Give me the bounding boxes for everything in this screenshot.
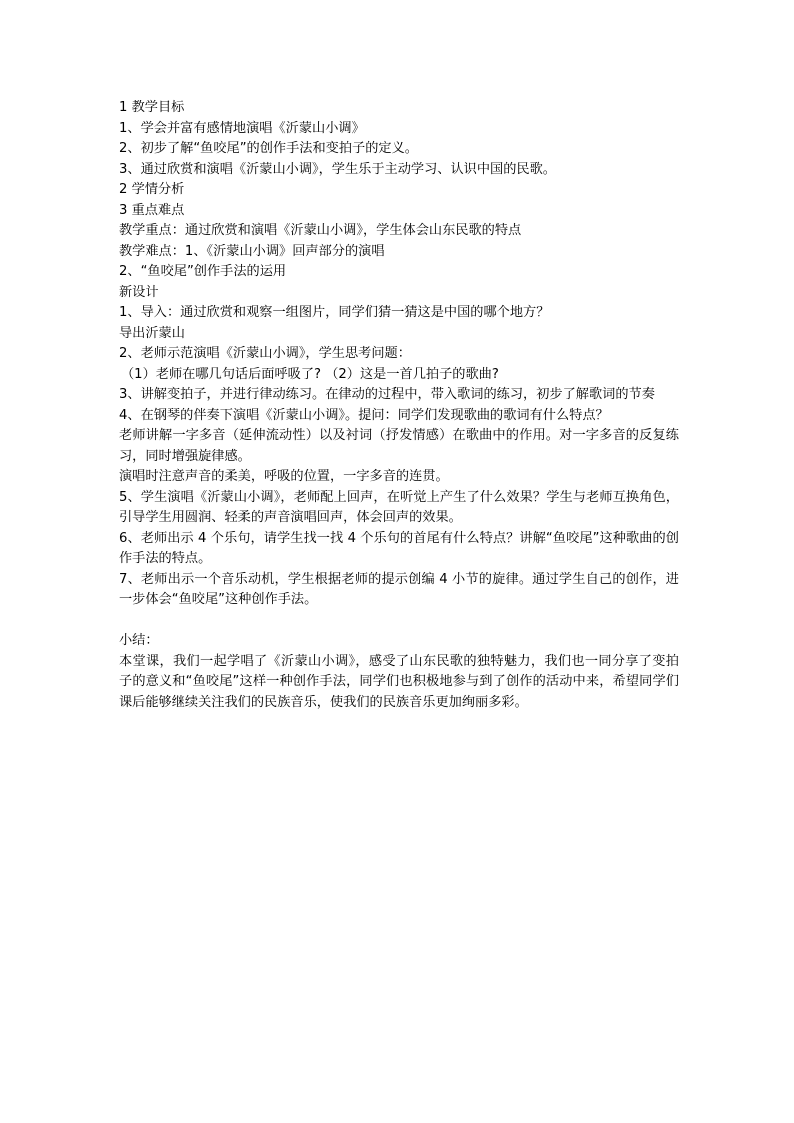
difficulty-1: 教学难点：1、《沂蒙山小调》回声部分的演唱 xyxy=(119,243,385,259)
step-4-explain: 老师讲解一字多音（延伸流动性）以及衬词（抒发情感）在歌曲中的作用。对一字多音的反复练习，同时增强旋律感。 xyxy=(119,428,679,464)
blank-line xyxy=(119,611,679,632)
step-7-motif: 7、老师出示一个音乐动机，学生根据老师的提示创编 4 小节的旋律。通过学生自己的创作，进一步体会“鱼咬尾”这种创作手法。 xyxy=(119,571,679,607)
difficulty-2: 2、“鱼咬尾”创作手法的运用 xyxy=(119,264,287,279)
step-1-lead-out: 导出沂蒙山 xyxy=(119,325,185,341)
step-6-phrases: 6、老师出示 4 个乐句，请学生找一找 4 个乐句的首尾有什么特点？讲解“鱼咬尾”这种歌曲的创作手法的特点。 xyxy=(119,530,679,566)
step-3-meter: 3、讲解变拍子，并进行律动练习。在律动的过程中，带入歌词的练习，初步了解歌词的节奏 xyxy=(119,387,655,402)
step-5-echo: 5、学生演唱《沂蒙山小调》，老师配上回声，在听觉上产生了什么效果？学生与老师互换角色，引导学生用圆润、轻柔的声音演唱回声，体会回声的效果。 xyxy=(119,489,679,525)
goal-item-2: 2、初步了解“鱼咬尾”的创作手法和变拍子的定义。 xyxy=(119,141,418,156)
step-2-demo: 2、老师示范演唱《沂蒙山小调》，学生思考问题： xyxy=(119,346,411,361)
step-2-questions: （1）老师在哪几句话后面呼吸了? （2）这是一首几拍子的歌曲? xyxy=(121,366,499,382)
heading-teaching-goals: 1 教学目标 xyxy=(119,100,185,115)
heading-key-points: 3 重点难点 xyxy=(119,202,185,218)
step-4-piano: 4、在钢琴的伴奏下演唱《沂蒙山小调》。提问：同学们发现歌曲的歌词有什么特点？ xyxy=(119,407,609,423)
heading-student-analysis: 2 学情分析 xyxy=(119,182,185,197)
heading-summary: 小结： xyxy=(119,633,159,648)
summary-paragraph: 本堂课，我们一起学唱了《沂蒙山小调》，感受了山东民歌的独特魅力，我们也一同分享了变拍子的意义和“鱼咬尾”这样一种创作手法，同学们也积极地参与到了创作的活动中来，希望同学们课后能够继续关注我们的民族音乐，使我们的民族音乐更加绚丽多彩。 xyxy=(119,653,679,710)
step-1-intro: 1、导入：通过欣赏和观察一组图片，同学们猜一猜这是中国的哪个地方？ xyxy=(119,305,550,320)
step-4-note: 演唱时注意声音的柔美，呼吸的位置，一字多音的连贯。 xyxy=(119,469,449,484)
goal-item-3: 3、通过欣赏和演唱《沂蒙山小调》，学生乐于主动学习、认识中国的民歌。 xyxy=(119,161,556,177)
document-page xyxy=(119,98,679,713)
heading-new-design: 新设计 xyxy=(119,284,159,300)
goal-item-1: 1、学会并富有感情地演唱《沂蒙山小调》 xyxy=(119,120,365,136)
key-point: 教学重点：通过欣赏和演唱《沂蒙山小调》，学生体会山东民歌的特点 xyxy=(119,223,522,238)
